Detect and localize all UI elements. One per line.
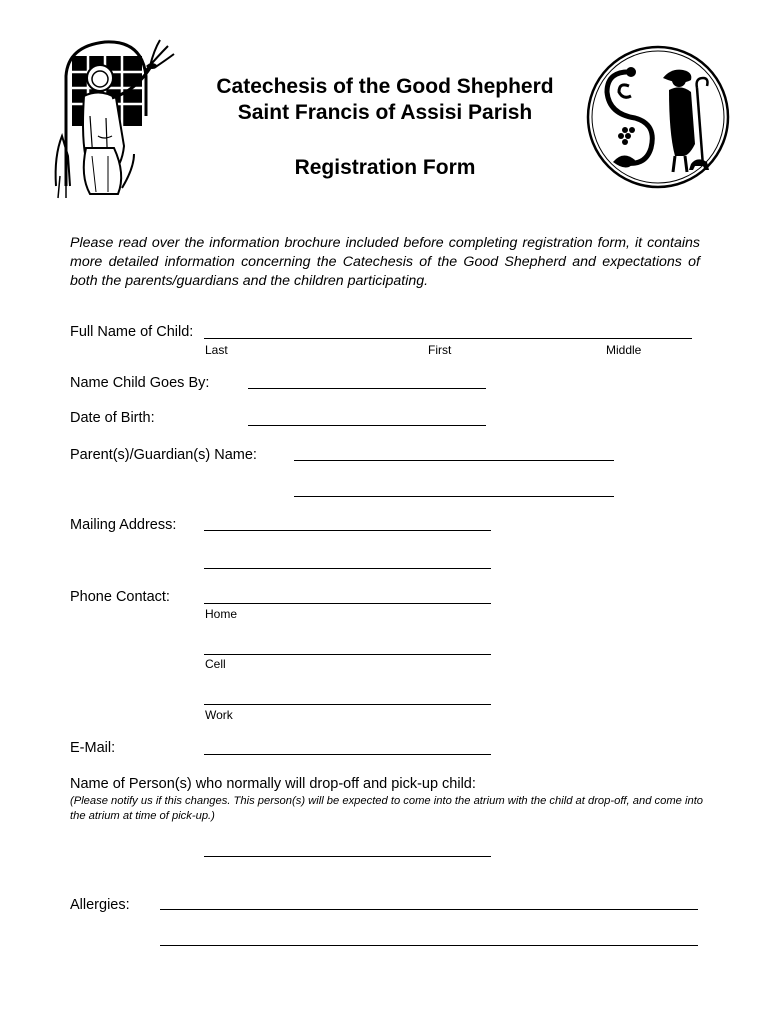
title-line-2: Saint Francis of Assisi Parish [237, 101, 533, 124]
full-name-line[interactable] [204, 338, 692, 339]
address-line-2[interactable] [204, 568, 491, 569]
phone-home-line[interactable] [204, 603, 491, 604]
phone-work-line[interactable] [204, 704, 491, 705]
guardian-line-1[interactable] [294, 460, 614, 461]
phone-cell-line[interactable] [204, 654, 491, 655]
phone-work-caption: Work [205, 708, 233, 722]
full-name-first-caption: First [428, 343, 452, 357]
full-name-label: Full Name of Child: [70, 324, 194, 340]
goes-by-label: Name Child Goes By: [70, 375, 210, 391]
phone-home-caption: Home [205, 607, 238, 621]
guardian-line-2[interactable] [294, 496, 614, 497]
full-name-middle-caption: Middle [606, 343, 642, 357]
guardian-label: Parent(s)/Guardian(s) Name: [70, 447, 257, 463]
email-label: E-Mail: [70, 740, 116, 756]
title-line-1: Catechesis of the Good Shepherd [216, 75, 554, 98]
allergies-line-1[interactable] [160, 909, 698, 910]
dob-label: Date of Birth: [70, 410, 155, 426]
intro-paragraph: Please read over the information brochure included before completing registration form, it contains more detailed information concerning the Catechesis of the Good Shepherd and expectations of both the parents/guardians and the children participating. [70, 235, 700, 289]
email-line[interactable] [204, 754, 491, 755]
pickup-line[interactable] [204, 856, 491, 857]
address-line-1[interactable] [204, 530, 491, 531]
phone-cell-caption: Cell [205, 657, 226, 671]
dob-line[interactable] [248, 425, 486, 426]
allergies-label: Allergies: [70, 897, 130, 913]
phone-label: Phone Contact: [70, 589, 170, 605]
address-label: Mailing Address: [70, 517, 177, 533]
allergies-line-2[interactable] [160, 945, 698, 946]
full-name-last-caption: Last [205, 343, 228, 357]
goes-by-line[interactable] [248, 388, 486, 389]
pickup-label: Name of Person(s) who normally will drop-off and pick-up child: [70, 776, 476, 792]
pickup-note: (Please notify us if this changes. This person(s) will be expected to come into the atrium with the child at drop-off, and come into the atrium at time of pick-up.) [70, 795, 704, 822]
form-title: Registration Form [294, 156, 476, 179]
